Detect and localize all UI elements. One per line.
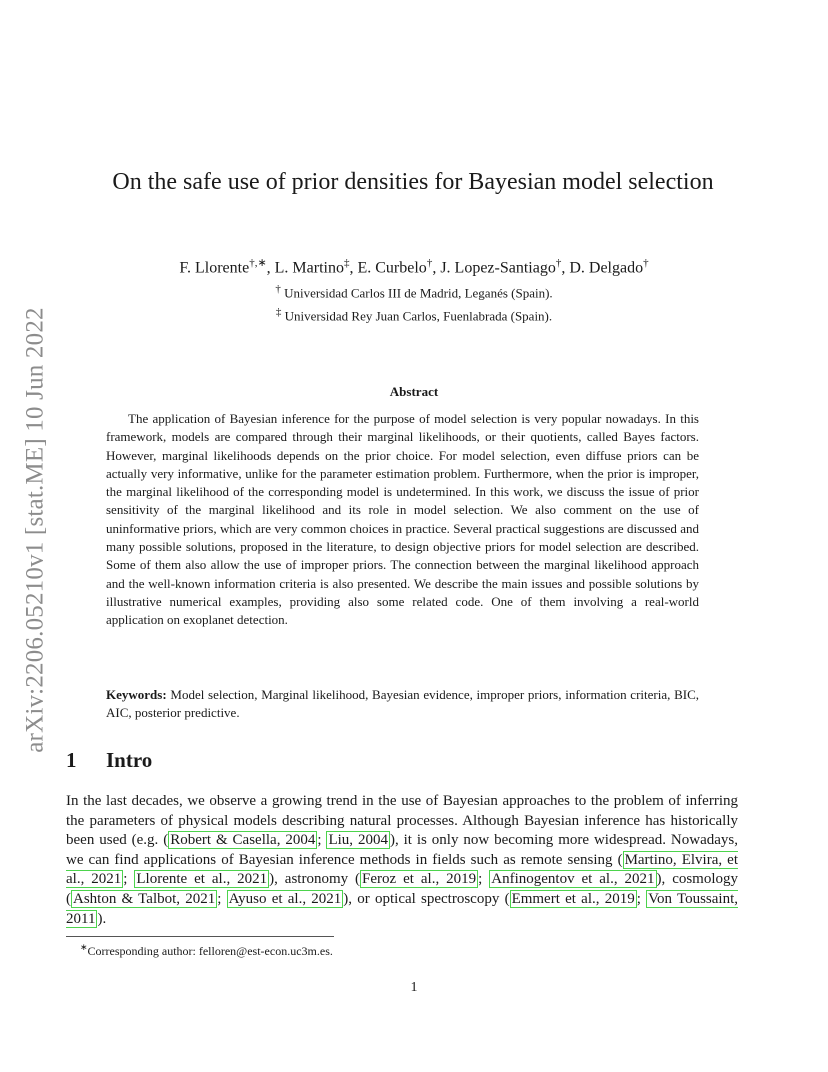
paper-title: On the safe use of prior densities for Bayesian model selection xyxy=(112,169,714,195)
affiliation-text: Universidad Carlos III de Madrid, Leganés (Spain). xyxy=(284,285,553,301)
citation-link[interactable]: Llorente et al., 2021 xyxy=(136,871,268,888)
footnote-mark: ∗ xyxy=(80,942,88,952)
body-text: ; xyxy=(217,890,227,907)
page-number: 1 xyxy=(410,980,418,995)
affiliation xyxy=(66,306,762,324)
body-text: ), cosmology ( xyxy=(66,871,739,907)
body-text: ; xyxy=(636,890,647,907)
citation-link[interactable]: Von Toussaint, 2011 xyxy=(66,890,739,927)
author-affiliation-mark: † xyxy=(643,257,649,269)
body-text: ; xyxy=(123,871,135,888)
body-text: ). xyxy=(97,910,107,927)
author-name: L. Martino xyxy=(274,259,344,277)
author-name: D. Delgado xyxy=(569,259,644,277)
affiliation-mark: ‡ xyxy=(275,306,282,318)
section-title: Intro xyxy=(106,748,153,772)
author-affiliation-mark: † xyxy=(555,257,562,269)
author-list: F. Llorente†,∗, L. Martino‡, E. Curbelo†, J. Lopez-Santiago†, D. Delgado† xyxy=(179,257,649,277)
body-text: ; xyxy=(478,871,490,888)
citation-link[interactable]: Robert & Casella, 2004 xyxy=(170,832,316,849)
intro-paragraph xyxy=(66,792,738,929)
keywords-label: Keywords: xyxy=(106,687,167,702)
author-name: E. Curbelo xyxy=(357,259,427,277)
section-heading xyxy=(66,748,152,773)
citation-link[interactable]: Emmert et al., 2019 xyxy=(511,890,635,907)
author-affiliation-mark: †,∗ xyxy=(249,257,267,269)
footnote-divider xyxy=(66,936,334,937)
abstract-heading: Abstract xyxy=(389,384,439,399)
footnote xyxy=(80,942,333,959)
author-name: F. Llorente xyxy=(179,259,250,277)
body-text: ; xyxy=(317,832,327,849)
citation-link[interactable]: Liu, 2004 xyxy=(328,832,388,849)
author-affiliation-mark: ‡ xyxy=(343,257,350,269)
author-affiliation-mark: † xyxy=(426,257,433,269)
keywords-text: Model selection, Marginal likelihood, Bayesian evidence, improper priors, information criteria, BIC, AIC, posterior predictive. xyxy=(106,687,699,721)
section-number: 1 xyxy=(66,748,77,772)
citation-link[interactable]: Ayuso et al., 2021 xyxy=(228,890,342,907)
affiliation-text: Universidad Rey Juan Carlos, Fuenlabrada (Spain). xyxy=(284,308,553,324)
body-text: In the last decades, we observe a growing trend in the use of Bayesian approaches to the problem of inferring the parameters of physical models describing natural processes. Although Bayesian inference has historically been used (e.g. ( xyxy=(66,793,738,849)
body-text: ), or optical spectroscopy ( xyxy=(343,890,510,907)
affiliation xyxy=(66,283,762,301)
citation-link[interactable]: Anfinogentov et al., 2021 xyxy=(491,871,655,888)
body-text: ), it is only now becoming more widespread. Nowadays, we can find applications of Bayesian inference methods in fields such as remote sensing ( xyxy=(66,832,738,868)
citation-link[interactable]: Feroz et al., 2019 xyxy=(362,871,477,888)
author-name: J. Lopez-Santiago xyxy=(440,259,556,277)
affiliation-mark: † xyxy=(275,283,281,295)
arxiv-stamp-text: arXiv:2206.05210v1 [stat.ME] 10 Jun 2022 xyxy=(22,307,49,753)
citation-link[interactable]: Ashton & Talbot, 2021 xyxy=(73,890,216,907)
abstract-text: The application of Bayesian inference for the purpose of model selection is very popular nowadays. In this framework, models are compared through their marginal likelihoods, or their quotients, called Bayes factors. However, marginal likelihoods depends on the prior choice. For model selection, even diffuse priors can be actually very informative, unlike for the parameter estimation problem. Furthermore, when the prior is improper, the marginal likelihood of the corresponding model is undetermined. In this work, we discuss the issue of prior sensitivity of the marginal likelihood and its role in model selection. We also comment on the use of uninformative priors, which are very common choices in practice. Several practical suggestions are discussed and many possible solutions, proposed in the literature, to design objective priors for model selection are described. Some of them also allow the use of improper priors. The connection between the marginal likelihood approach and the well-known information criteria is also presented. We describe the main issues and possible solutions by illustrative numerical examples, providing also some related code. One of them involving a real-world application on exoplanet detection. xyxy=(106,411,699,628)
arxiv-identifier-stamp xyxy=(12,280,60,780)
citation-link[interactable]: Martino, Elvira, et al., 2021 xyxy=(66,851,738,888)
keywords xyxy=(106,686,699,723)
body-text: ), astronomy ( xyxy=(269,871,361,888)
footnote-text: Corresponding author: felloren@est-econ.uc3m.es. xyxy=(87,944,333,958)
